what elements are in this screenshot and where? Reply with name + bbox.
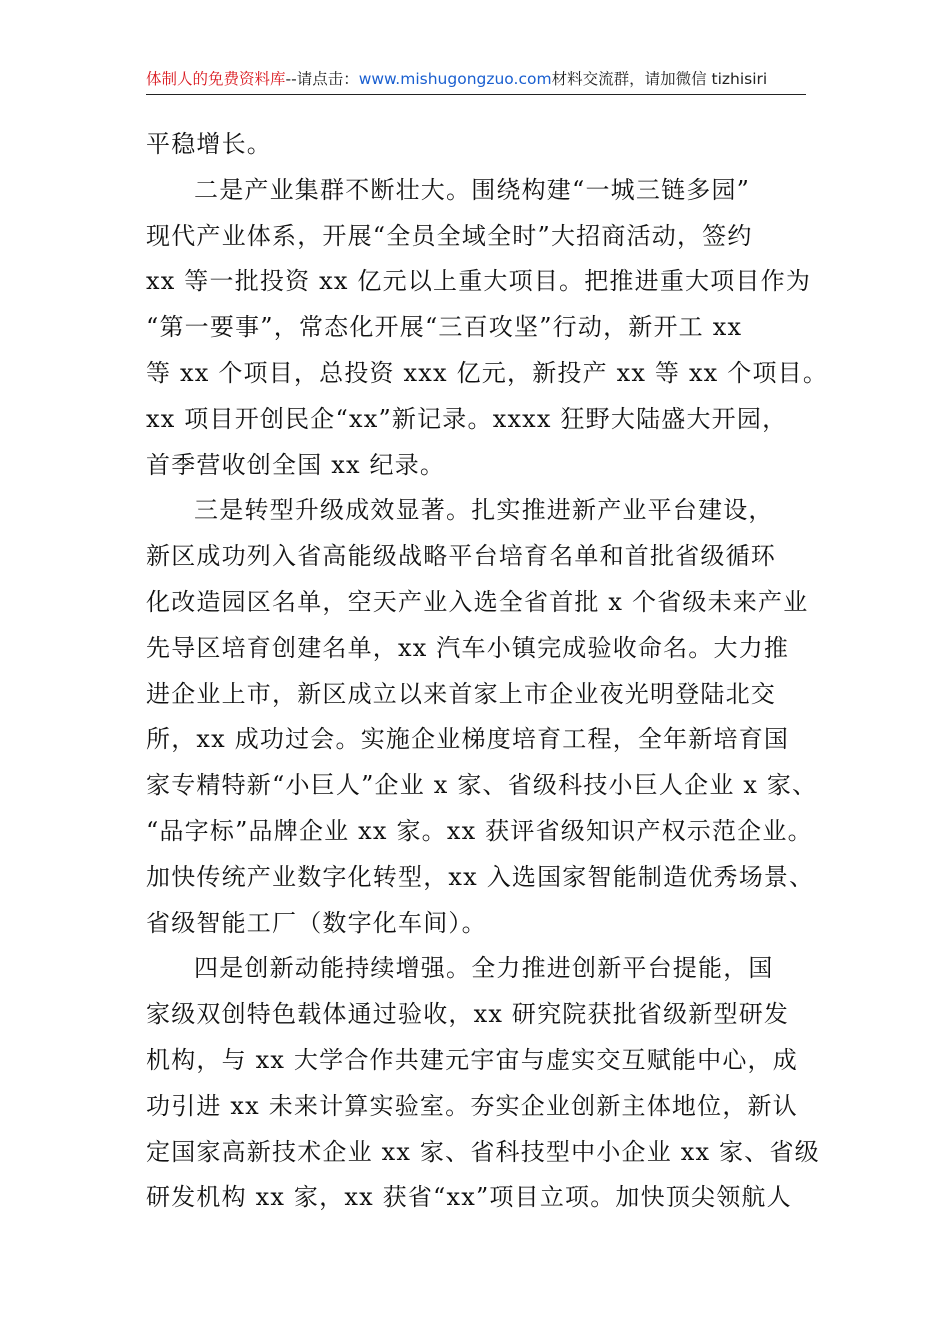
body-text-line: 研发机构 xx 家，xx 获省“xx”项目立项。加快顶尖领航人 [146, 1183, 792, 1212]
body-text-line: “第一要事”，常态化开展“三百攻坚”行动，新开工 xx [146, 313, 743, 342]
document-body [146, 122, 829, 1221]
body-text-line: 首季营收创全国 xx 纪录。 [146, 450, 446, 479]
body-text-line: 化改造园区名单，空天产业入选全省首批 x 个省级未来产业 [146, 587, 809, 616]
body-text-line: 新区成功列入省高能级战略平台培育名单和首批省级循环 [146, 542, 776, 571]
body-text-line: 定国家高新技术企业 xx 家、省科技型中小企业 xx 家、省级 [146, 1137, 820, 1166]
body-text-line: 先导区培育创建名单，xx 汽车小镇完成验收命名。大力推 [146, 633, 790, 662]
body-text-line: 省级智能工厂（数字化车间）。 [146, 908, 487, 937]
body-text-line: “品字标”品牌企业 xx 家。xx 获评省级知识产权示范企业。 [146, 816, 813, 845]
body-text-line: 等 xx 个项目，总投资 xxx 亿元，新投产 xx 等 xx 个项目。 [146, 358, 829, 387]
body-text-line: 家专精特新“小巨人”企业 x 家、省级科技小巨人企业 x 家、 [146, 771, 818, 800]
body-text-line: 加快传统产业数字化转型，xx 入选国家智能制造优秀场景、 [146, 862, 815, 891]
body-text-line: 所，xx 成功过会。实施企业梯度培育工程，全年新培育国 [146, 725, 790, 754]
body-text-line: 二是产业集群不断壮大。围绕构建“一城三链多园” [194, 175, 751, 204]
body-text-line: 现代产业体系，开展“全员全域全时”大招商活动，签约 [146, 221, 753, 250]
header-prompt: --请点击： [285, 70, 359, 88]
body-text-line: 进企业上市，新区成立以来首家上市企业夜光明登陆北交 [146, 679, 776, 708]
page-header [146, 66, 806, 95]
body-text-line: 四是创新动能持续增强。全力推进创新平台提能，国 [194, 954, 774, 983]
header-note: 材料交流群，请加微信 tizhisiri [551, 70, 768, 88]
body-text-line: xx 等一批投资 xx 亿元以上重大项目。把推进重大项目作为 [146, 267, 812, 296]
header-site-name: 体制人的免费资料库 [146, 70, 286, 88]
header-url-link[interactable]: www.mishugongzuo.com [358, 70, 552, 88]
body-text-line: xx 项目开创民企“xx”新记录。xxxx 狂野大陆盛大开园， [146, 404, 788, 433]
body-text-line: 三是转型升级成效显著。扎实推进新产业平台建设， [194, 496, 774, 525]
body-text-line: 平稳增长。 [146, 130, 272, 158]
body-text-line: 机构，与 xx 大学合作共建元宇宙与虚实交互赋能中心，成 [146, 1045, 798, 1074]
body-text-line: 家级双创特色载体通过验收，xx 研究院获批省级新型研发 [146, 1000, 790, 1029]
body-text-line: 功引进 xx 未来计算实验室。夯实企业创新主体地位，新认 [146, 1091, 798, 1120]
